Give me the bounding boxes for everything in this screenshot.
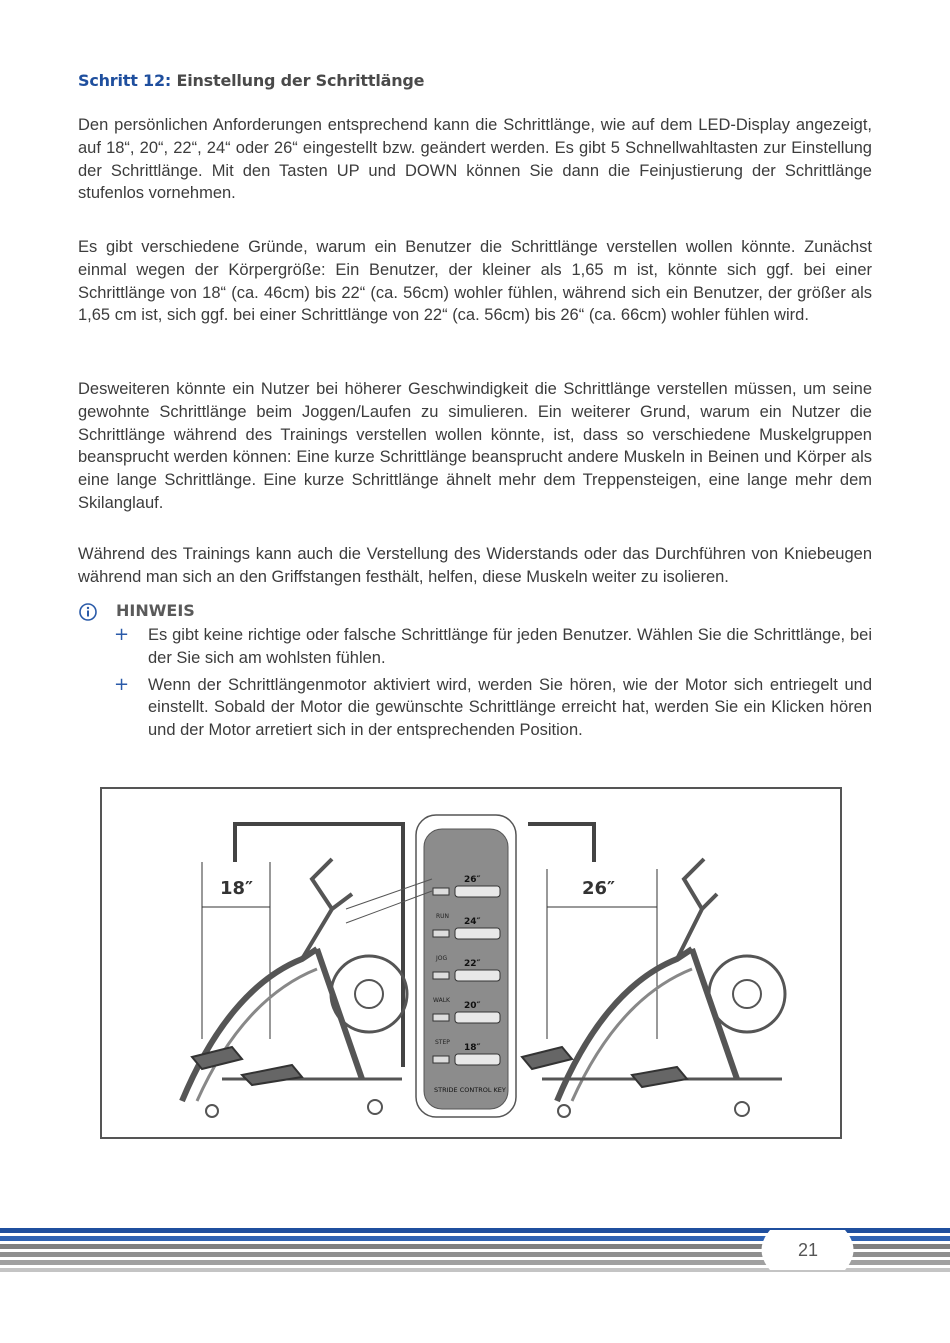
note-title: HINWEIS [116, 601, 195, 620]
page-number: 21 [797, 1240, 819, 1260]
note-item-text: Es gibt keine richtige oder falsche Schrittlänge für jeden Benutzer. Wählen Sie die Schrittlänge, bei der Sie sich am wohlsten fühlen. [148, 626, 872, 667]
step-label: Schritt 12: [78, 71, 172, 90]
panel-value: 24″ [464, 917, 481, 927]
panel-caption: STRIDE CONTROL KEY [434, 1086, 506, 1094]
note-header [78, 600, 872, 624]
panel-mode: JOG [436, 955, 448, 962]
paragraph-speed: Desweiteren könnte ein Nutzer bei höherer Geschwindigkeit die Schrittlänge verstellen müssen, um seine gewohnte Schrittlänge beim Joggen/Laufen zu simulieren. Ein weiterer Grund, warum ein Nutzer die Schrittlänge während des Trainings verstellen wollen könnte, ist, dass so verschiedene Muskelgruppen beansprucht werden können: Eine kurze Schrittlänge beansprucht andere Muskeln in Beinen und Körper als eine lange Schrittlänge. Eine kurze Schrittlänge ähnelt mehr dem Treppensteigen, eine lange mehr dem Skilanglauf. [78, 380, 872, 512]
paragraph-resistance: Während des Trainings kann auch die Verstellung des Widerstands oder das Durchführen von Kniebeugen während man sich an den Griffstangen festhält, helfen, diese Muskeln weiter zu isolieren. [78, 545, 872, 586]
right-stride-label: 26″ [582, 878, 616, 899]
panel-mode: RUN [436, 913, 450, 920]
panel-mode: WALK [433, 997, 450, 1004]
elliptical-machine-long-stride [522, 822, 785, 1117]
paragraph-intro: Den persönlichen Anforderungen entsprechend kann die Schrittlänge, wie auf dem LED-Display angezeigt, auf 18“, 20“, 22“, 24“ oder 26“ eingestellt bzw. geändert werden. Es gibt 5 Schnellwahltasten zur Einstellung der Schrittlänge. Mit den Tasten UP und DOWN können Sie dann die Feinjustierung der Schrittlänge stufenlos vornehmen. [78, 116, 872, 203]
panel-value: 26″ [464, 875, 481, 885]
section-heading [78, 71, 424, 90]
note-item-text: Wenn der Schrittlängenmotor aktiviert wird, werden Sie hören, wie der Motor sich entriegelt und einstellt. Sobald der Motor die gewünschte Schrittlänge erreicht hat, werden Sie ein Klicken hören und der Motor arretiert sich in der entsprechenden Position. [148, 675, 872, 740]
stride-illustration [102, 789, 840, 1137]
plus-icon: + [114, 673, 130, 695]
paragraph-body-size: Es gibt verschiedene Gründe, warum ein Benutzer die Schrittlänge verstellen wollen könnte. Zunächst einmal wegen der Körpergröße: Ein Benutzer, der kleiner als 1,65 m ist, könnte sich ggf. bei einer Schrittlänge von 18“ (ca. 46cm) bis 22“ (ca. 56cm) wohler fühlen, während sich ein Benutzer, der größer als 1,65 cm ist, sich ggf. bei einer Schrittlänge von 22“ (ca. 56cm) bis 26“ (ca. 66cm) wohler fühlen wird. [78, 238, 872, 325]
note-box [78, 600, 872, 746]
stride-control-panel [346, 815, 516, 1117]
left-stride-label: 18″ [220, 878, 254, 899]
panel-mode: STEP [435, 1039, 450, 1046]
panel-value: 22″ [464, 959, 481, 969]
note-item [78, 624, 872, 670]
info-icon [78, 602, 98, 622]
stride-figure [100, 787, 842, 1139]
note-item [78, 674, 872, 742]
panel-value: 20″ [464, 1001, 481, 1011]
elliptical-machine-short-stride [182, 822, 407, 1117]
panel-value: 18″ [464, 1043, 481, 1053]
plus-icon: + [114, 624, 130, 645]
note-list [78, 624, 872, 742]
heading-title: Einstellung der Schrittlänge [171, 71, 425, 90]
